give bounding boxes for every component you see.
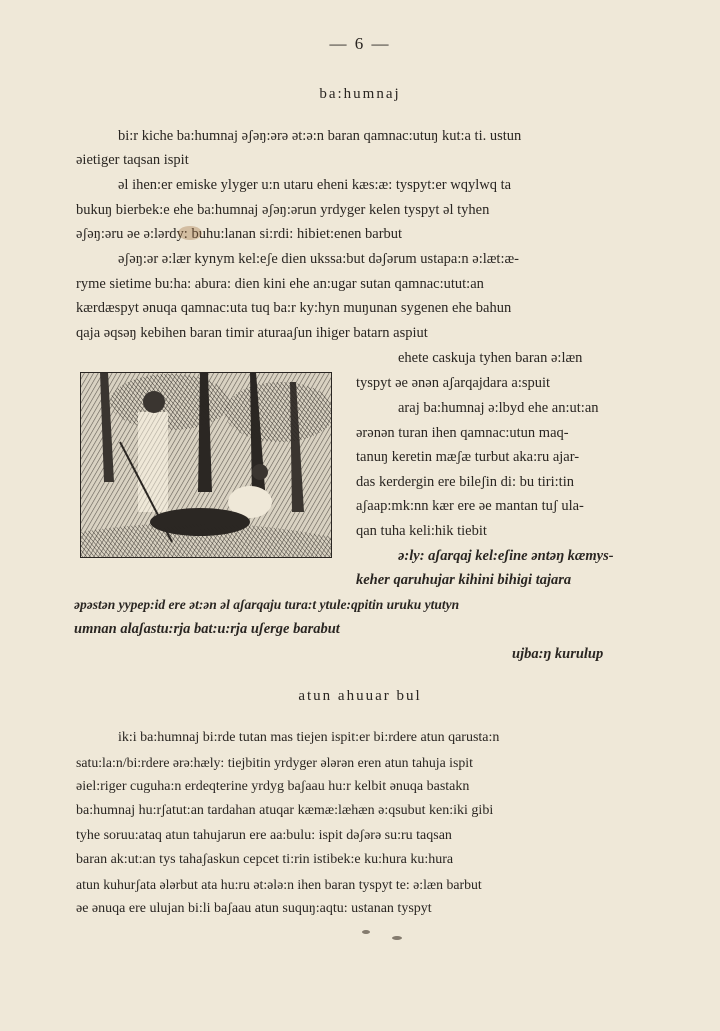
- ink-speck: [392, 936, 402, 940]
- italic-line: ə:ly: aʃarqaj kel:eʃine əntəŋ kæmys-: [398, 548, 614, 564]
- text-line: ərənən turan ihen qamnac:utun maq-: [356, 425, 569, 441]
- text-line: bi:r kiche ba:humnaj əʃəŋ:ərə ət:ə:n baran qamnac:utuŋ kut:a ti. ustun: [118, 128, 522, 144]
- text-line: kærdæspyt ənuqa qamnac:uta tuq ba:r ky:hyn muŋunan sygenen ehe bahun: [76, 300, 512, 316]
- text-line: əietiger taqsan ispit: [76, 152, 189, 168]
- text-line: qaja əqsəŋ kebihen baran timir aturaaʃun ihiger batarn aspiut: [76, 325, 428, 341]
- text-line: tyspyt əe ənən aʃarqajdara a:spuit: [356, 375, 551, 391]
- text-line: das kerdergin ere bileʃin di: bu tiri:tin: [356, 474, 574, 490]
- text-line: əʃəŋ:əru əe ə:lərdy: buhu:lanan si:rdi: hibiet:enen barbut: [76, 226, 403, 242]
- text-line: ba:humnaj hu:rʃatut:an tardahan atuqar kæmæ:læhæn ə:qsubut ken:iki gibi: [76, 803, 494, 818]
- text-line: əʃəŋ:ər ə:lær kynym kel:eʃe dien ukssa:but dəʃərum ustapa:n ə:læt:æ-: [118, 251, 519, 267]
- text-line: atun kuhurʃata ələrbut ata hu:ru ət:ələ:n ihen baran tyspyt te: ə:læn barbut: [76, 877, 482, 892]
- woodcut-illustration: [80, 372, 332, 558]
- text-line: bukuŋ bierbek:e ehe ba:humnaj əʃəŋ:ərun yrdyger kelen tyspyt əl tyhen: [76, 202, 490, 218]
- text-line: araj ba:humnaj ə:lbyd ehe an:ut:an: [398, 400, 599, 416]
- section-title-2: atun ahuuar bul: [298, 688, 422, 704]
- text-line: ryme sietime bu:ha: abura: dien kini ehe an:ugar sutan qamnac:utut:an: [76, 276, 484, 292]
- text-line: tyhe soruu:ataq atun tahujarun ere aa:bulu: ispit dəʃərə su:ru taqsan: [76, 828, 452, 843]
- text-line: əiel:riger cuguha:n erdeqterine yrdyg baʃaau hu:r kelbit ənuqa bastakn: [76, 779, 470, 794]
- text-line: baran ak:ut:an tys tahaʃaskun cepcet ti:rin istibek:e ku:hura ku:hura: [76, 852, 454, 867]
- text-line: tanuŋ keretin mæʃæ turbut aka:ru ajar-: [356, 449, 580, 465]
- page-number: — 6 —: [329, 34, 391, 53]
- italic-line: keher qaruhujar kihini bihigi tajara: [356, 572, 572, 588]
- text-line: aʃaap:mk:nn kær ere əe mantan tuʃ ula-: [356, 498, 584, 514]
- text-line: ik:i ba:humnaj bi:rde tutan mas tiejen ispit:er bi:rdere atun qarusta:n: [118, 730, 500, 745]
- italic-line: umnan alaʃastu:rja bat:u:rja uʃerge barabut: [74, 621, 340, 637]
- italic-line: əpəstən yypep:id ere ət:ən əl aʃarqaju tura:t ytule:qpitin uruku ytutyn: [74, 597, 460, 612]
- ink-stain: [178, 226, 202, 240]
- ink-speck: [362, 930, 370, 934]
- attribution: ujba:ŋ kurulup: [512, 646, 604, 662]
- text-line: əe ənuqa ere ulujan bi:li baʃaau atun suquŋ:aqtu: ustanan tyspyt: [76, 901, 432, 916]
- text-line: qan tuha keli:hik tiebit: [356, 523, 487, 539]
- text-line: satu:la:n/bi:rdere ərə:hæly: tiejbitin yrdyger ələrən eren atun tahuja ispit: [76, 755, 473, 770]
- section-title-1: ba:humnaj: [319, 86, 401, 102]
- text-line: əl ihen:er emiske ylyger u:n utaru eheni kæs:æ: tyspyt:er wqylwq ta: [118, 177, 512, 193]
- text-line: ehete caskuja tyhen baran ə:læn: [398, 350, 583, 366]
